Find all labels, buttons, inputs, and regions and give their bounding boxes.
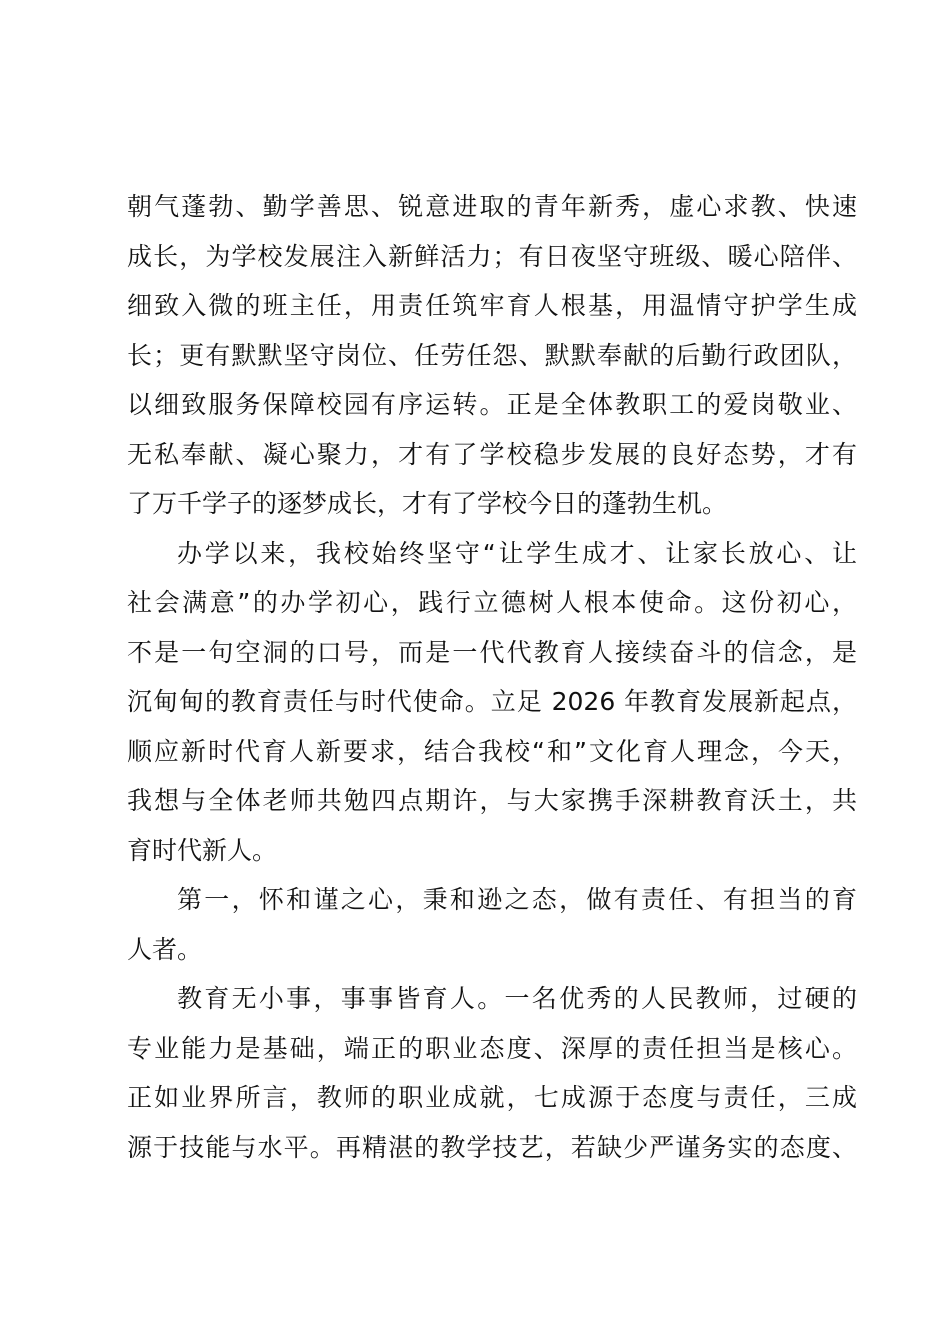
text-line: 正如业界所言，教师的职业成就，七成源于态度与责任，三成 <box>127 1083 857 1112</box>
text-line: 育时代新人。 <box>127 835 278 865</box>
text-line: 专业能力是基础，端正的职业态度、深厚的责任担当是核心。 <box>127 1033 857 1063</box>
section-heading-line: 第一，怀和谨之心，秉和逊之态，做有责任、有担当的育 <box>177 885 857 914</box>
text-line: 朝气蓬勃、勤学善思、锐意进取的青年新秀，虚心求教、快速 <box>127 192 857 221</box>
text-line: 源于技能与水平。再精湛的教学技艺，若缺少严谨务实的态度、 <box>127 1132 857 1162</box>
text-line: 办学以来，我校始终坚守“让学生成才、让家长放心、让 <box>177 538 857 568</box>
text-line: 长；更有默默坚守岗位、任劳任怨、默默奉献的后勤行政团队， <box>127 340 857 370</box>
text-line: 我想与全体老师共勉四点期许，与大家携手深耕教育沃土，共 <box>127 786 857 815</box>
text-line: 社会满意”的办学初心，践行立德树人根本使命。这份初心， <box>127 588 857 617</box>
document-body <box>127 182 857 1172</box>
text-line: 以细致服务保障校园有序运转。正是全体教职工的爱岗敬业、 <box>127 390 857 419</box>
text-line: 成长，为学校发展注入新鲜活力；有日夜坚守班级、暖心陪伴、 <box>127 241 857 271</box>
text-line: 不是一句空洞的口号，而是一代代教育人接续奋斗的信念，是 <box>127 637 857 667</box>
section-heading-line: 人者。 <box>127 934 203 964</box>
text-line: 教育无小事，事事皆育人。一名优秀的人民教师，过硬的 <box>177 984 857 1013</box>
text-line: 沉甸甸的教育责任与时代使命。立足 2026 年教育发展新起点， <box>127 687 857 716</box>
text-line: 细致入微的班主任，用责任筑牢育人根基，用温情守护学生成 <box>127 291 857 320</box>
text-line: 无私奉献、凝心聚力，才有了学校稳步发展的良好态势，才有 <box>127 439 857 469</box>
text-line: 了万千学子的逐梦成长，才有了学校今日的蓬勃生机。 <box>127 489 728 518</box>
text-line: 顺应新时代育人新要求，结合我校“和”文化育人理念，今天， <box>127 736 857 766</box>
